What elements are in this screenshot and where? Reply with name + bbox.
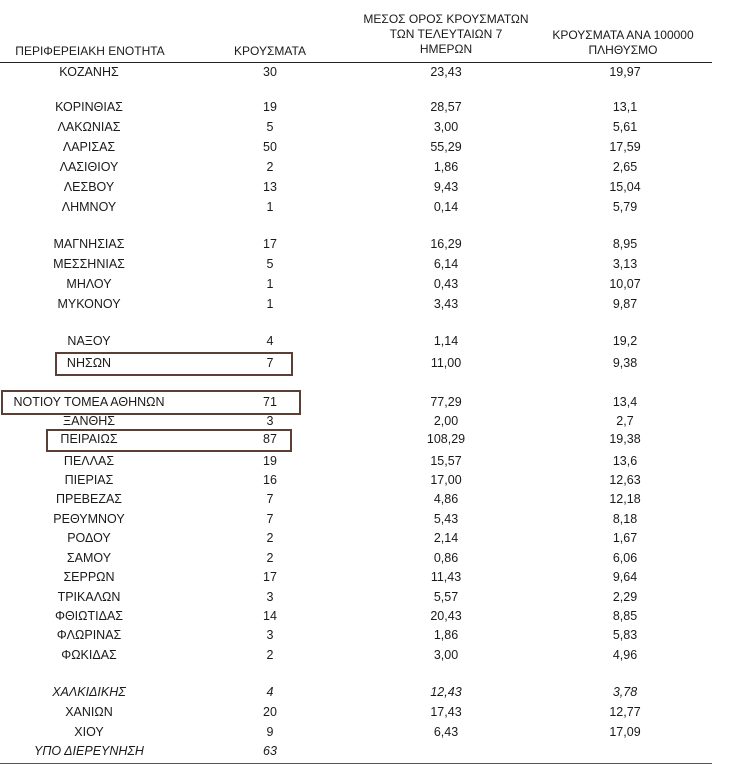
region-cell: ΣΕΡΡΩΝ [63,570,115,584]
region-cell: ΛΗΜΝΟΥ [61,200,117,214]
avg7-cell: 17,00 [430,473,462,487]
avg7-cell: 5,43 [433,512,459,526]
per100k-cell: 12,18 [609,492,641,506]
table-row [0,452,720,471]
table-row [0,198,720,217]
table-row [0,158,720,177]
table-row [0,568,720,587]
per100k-cell: 5,83 [612,628,638,642]
cases-cell: 5 [266,257,274,271]
cases-cell: 14 [263,609,277,623]
cases-cell: 2 [266,531,274,545]
region-cell: ΣΑΜΟΥ [66,551,112,565]
avg7-cell: 3,00 [433,648,459,662]
table-row [0,275,720,294]
region-cell: ΠΡΕΒΕΖΑΣ [55,492,123,506]
table-row [0,118,720,137]
cases-cell: 87 [263,432,277,446]
region-cell: ΛΑΡΙΣΑΣ [62,140,116,154]
avg7-cell: 20,43 [430,609,462,623]
per100k-cell: 6,06 [612,551,638,565]
table-row [0,235,720,254]
cases-cell: 7 [266,356,274,370]
table-row [0,626,720,645]
header-per100k-line1: ΚΡΟΥΣΜΑΤΑ ΑΝΑ 100000 [552,28,694,42]
avg7-cell: 0,14 [433,200,459,214]
avg7-cell: 15,57 [430,454,462,468]
region-cell: ΦΘΙΩΤΙΔΑΣ [54,609,124,623]
table-row [0,63,720,82]
per100k-cell: 8,95 [612,237,638,251]
per100k-cell: 5,79 [612,200,638,214]
cases-cell: 17 [263,237,277,251]
region-cell: ΚΟΡΙΝΘΙΑΣ [55,100,123,114]
region-cell: ΧΙΟΥ [74,725,104,739]
per100k-cell: 3,13 [612,257,638,271]
table-row [0,607,720,626]
cases-cell: 2 [266,160,274,174]
avg7-cell: 77,29 [430,395,462,409]
highlight-box-notiou-tomea [1,390,301,415]
highlight-box-nison [55,352,293,376]
avg7-cell: 12,43 [430,685,462,699]
cases-cell: 9 [266,725,274,739]
table-row [0,255,720,274]
per100k-cell: 8,85 [612,609,638,623]
per100k-cell: 5,61 [612,120,638,134]
cases-cell: 2 [266,551,274,565]
header-per100k-line2: ΠΛΗΘΥΣΜΟ [588,43,658,57]
region-cell: ΛΕΣΒΟΥ [63,180,115,194]
region-cell: ΜΕΣΣΗΝΙΑΣ [53,257,125,271]
per100k-cell: 12,63 [609,473,641,487]
table-row [0,529,720,548]
cases-cell: 3 [266,590,274,604]
table-row [0,332,720,351]
avg7-cell: 2,14 [433,531,459,545]
header-cases: ΚΡΟΥΣΜΑΤΑ [234,44,306,58]
region-cell: ΛΑΣΙΘΙΟΥ [59,160,119,174]
per100k-cell: 19,97 [609,65,641,79]
per100k-cell: 13,1 [612,100,638,114]
avg7-cell: 16,29 [430,237,462,251]
cases-cell: 30 [263,65,277,79]
per100k-cell: 19,2 [612,334,638,348]
avg7-cell: 4,86 [433,492,459,506]
region-cell: ΥΠΟ ΔΙΕΡΕΥΝΗΣΗ [34,744,144,758]
avg7-cell: 11,43 [430,570,462,584]
avg7-cell: 1,86 [433,160,459,174]
cases-cell: 1 [266,277,274,291]
cases-cell: 1 [266,200,274,214]
cases-cell: 13 [263,180,277,194]
avg7-cell: 9,43 [433,180,459,194]
table-row [0,98,720,117]
cases-cell: 4 [266,685,274,699]
per100k-cell: 15,04 [609,180,641,194]
header-avg7 [352,12,540,57]
per100k-cell: 8,18 [612,512,638,526]
per100k-cell: 9,64 [612,570,638,584]
region-cell: ΝΟΤΙΟΥ ΤΟΜΕΑ ΑΘΗΝΩΝ [13,395,165,409]
table-row [0,588,720,607]
header-avg7-line2: ΤΩΝ ΤΕΛΕΥΤΑΙΩΝ 7 [389,27,503,41]
avg7-cell: 23,43 [430,65,462,79]
cases-cell: 19 [263,454,277,468]
per100k-cell: 9,38 [612,356,638,370]
per100k-cell: 19,38 [609,432,641,446]
cases-cell: 19 [263,100,277,114]
per100k-cell: 12,77 [609,705,641,719]
cases-cell: 1 [266,297,274,311]
cases-cell: 20 [263,705,277,719]
per100k-cell: 9,87 [612,297,638,311]
table-row [0,490,720,509]
avg7-cell: 6,14 [433,257,459,271]
header-avg7-line1: ΜΕΣΟΣ ΟΡΟΣ ΚΡΟΥΣΜΑΤΩΝ [363,12,529,26]
avg7-cell: 1,86 [433,628,459,642]
cases-cell: 63 [263,744,277,758]
cases-cell: 3 [266,414,274,428]
region-cell: ΚΟΖΑΝΗΣ [59,65,119,79]
table-row [0,646,720,665]
cases-cell: 3 [266,628,274,642]
region-cell: ΡΟΔΟΥ [67,531,111,545]
region-cell: ΡΕΘΥΜΝΟΥ [53,512,125,526]
avg7-cell: 28,57 [430,100,462,114]
per100k-cell: 2,7 [616,414,634,428]
cases-cell: 17 [263,570,277,584]
region-cell: ΛΑΚΩΝΙΑΣ [57,120,121,134]
per100k-cell: 2,65 [612,160,638,174]
per100k-cell: 17,59 [609,140,641,154]
cases-cell: 7 [266,512,274,526]
cases-cell: 5 [266,120,274,134]
per100k-cell: 10,07 [609,277,641,291]
region-cell: ΝΑΞΟΥ [67,334,111,348]
avg7-cell: 3,43 [433,297,459,311]
bottom-rule [0,763,712,764]
cases-cell: 71 [263,395,277,409]
header-region: ΠΕΡΙΦΕΡΕΙΑΚΗ ΕΝΟΤΗΤΑ [15,44,165,58]
table-row [0,138,720,157]
table-row [0,723,720,742]
avg7-cell: 2,00 [433,414,459,428]
region-cell: ΝΗΣΩΝ [66,356,112,370]
avg7-cell: 0,43 [433,277,459,291]
region-cell: ΦΩΚΙΔΑΣ [61,648,117,662]
per100k-cell: 13,6 [612,454,638,468]
table-row [0,742,720,761]
avg7-cell: 108,29 [426,432,466,446]
cases-cell: 16 [263,473,277,487]
table-row [0,295,720,314]
region-cell: ΠΙΕΡΙΑΣ [64,473,114,487]
table-row [0,471,720,490]
avg7-cell: 55,29 [430,140,462,154]
region-cell: ΜΥΚΟΝΟΥ [57,297,121,311]
avg7-cell: 1,14 [433,334,459,348]
avg7-cell: 3,00 [433,120,459,134]
header-per100k [530,28,716,58]
table-row [0,549,720,568]
header-avg7-line3: ΗΜΕΡΩΝ [419,42,473,56]
avg7-cell: 5,57 [433,590,459,604]
avg7-cell: 11,00 [430,356,462,370]
region-cell: ΜΗΛΟΥ [66,277,112,291]
region-cell: ΠΕΛΛΑΣ [63,454,115,468]
per100k-cell: 4,96 [612,648,638,662]
region-cell: ΤΡΙΚΑΛΩΝ [57,590,121,604]
per100k-cell: 2,29 [612,590,638,604]
table-row [0,703,720,722]
cases-cell: 4 [266,334,274,348]
avg7-cell: 0,86 [433,551,459,565]
cases-cell: 7 [266,492,274,506]
avg7-cell: 17,43 [430,705,462,719]
region-cell: ΜΑΓΝΗΣΙΑΣ [53,237,125,251]
table-row [0,178,720,197]
per100k-cell: 17,09 [609,725,641,739]
region-cell: ΧΑΛΚΙΔΙΚΗΣ [52,685,126,699]
per100k-cell: 1,67 [612,531,638,545]
region-cell: ΦΛΩΡΙΝΑΣ [56,628,122,642]
table-row [0,683,720,702]
region-cell: ΧΑΝΙΩΝ [65,705,113,719]
region-cell: ΠΕΙΡΑΙΩΣ [60,432,118,446]
cases-cell: 50 [263,140,277,154]
table-row [0,510,720,529]
region-cell: ΞΑΝΘΗΣ [63,414,115,428]
avg7-cell: 6,43 [433,725,459,739]
per100k-cell: 13,4 [612,395,638,409]
cases-cell: 2 [266,648,274,662]
per100k-cell: 3,78 [612,685,638,699]
highlight-box-peiraios [46,429,292,452]
